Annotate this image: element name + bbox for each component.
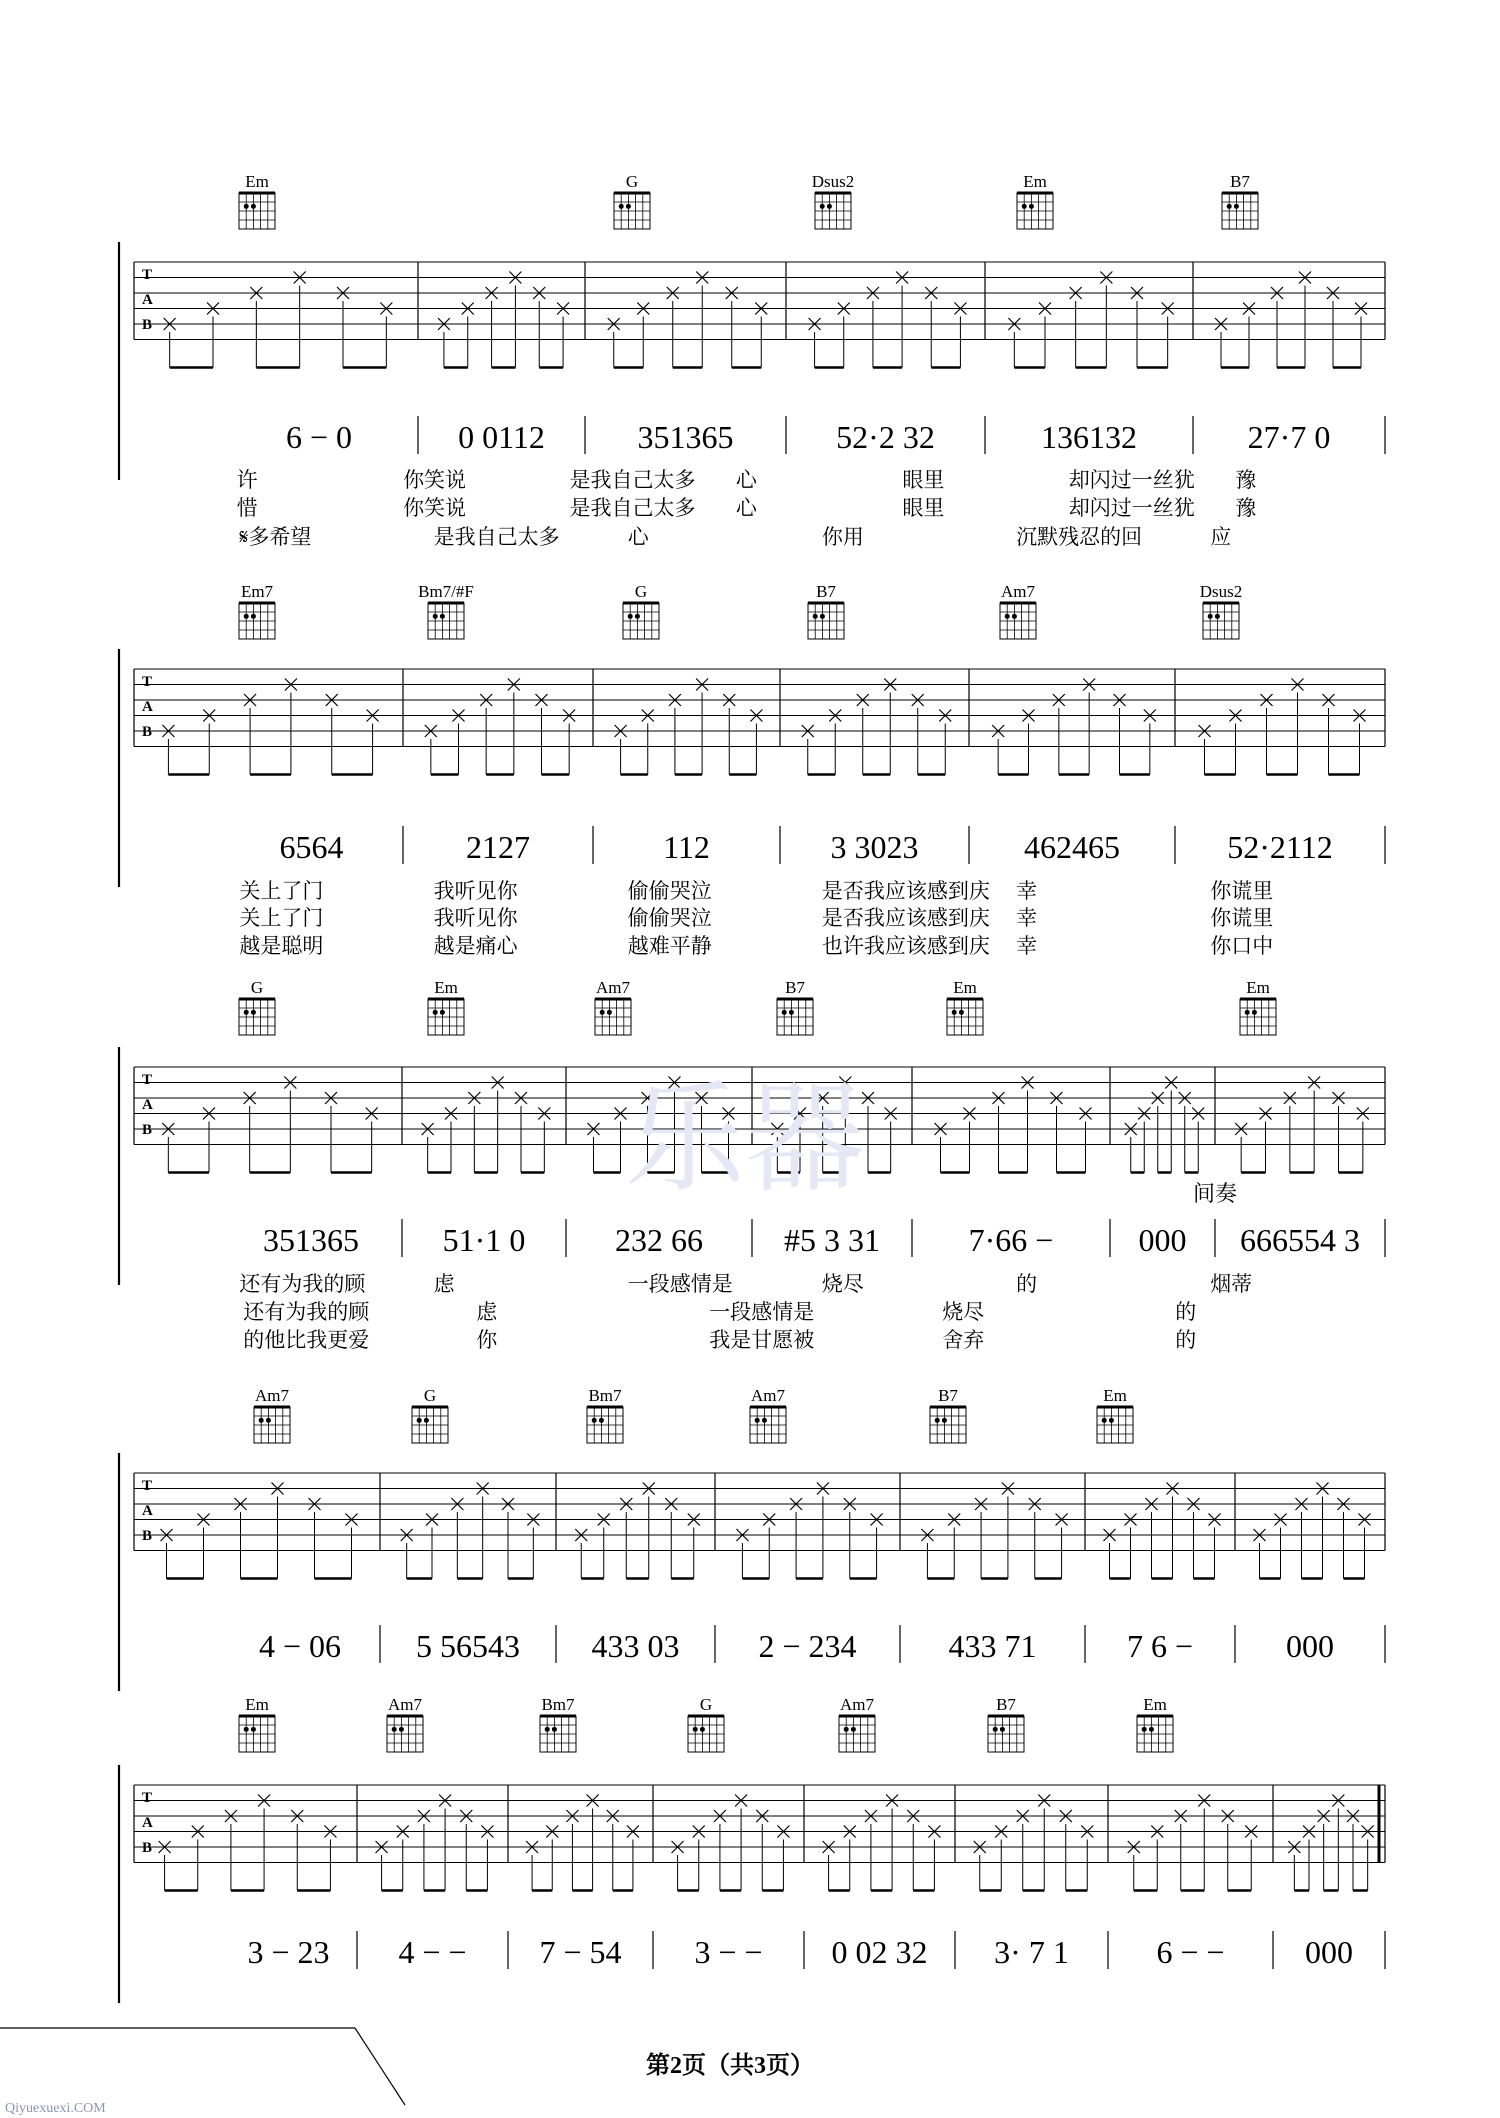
finger-dot: [600, 1010, 605, 1015]
finger-dot: [820, 614, 825, 619]
lyric-segment: 是我自己太多: [433, 525, 560, 549]
chord-name: Am7: [840, 1695, 874, 1714]
footer-rule: [355, 2028, 405, 2105]
jianpu-measure: 52·2 32: [836, 419, 935, 455]
finger-dot: [789, 1010, 794, 1015]
lyric-segment: 烧尽: [821, 1272, 864, 1296]
lyric-segment: 还有为我的顾: [243, 1300, 370, 1324]
lyric-segment: 幸: [1016, 934, 1038, 958]
finger-dot: [1215, 614, 1220, 619]
finger-dot: [619, 204, 624, 209]
jianpu-measure: 7 6 −: [1126, 1628, 1194, 1664]
chord-name: B7: [1230, 172, 1250, 191]
music-system: [119, 242, 1385, 549]
chord-name: B7: [938, 1386, 958, 1405]
lyric-segment: 偷偷哭泣: [627, 879, 712, 903]
chord-diagram: [1240, 978, 1276, 1035]
finger-dot: [433, 1010, 438, 1015]
tab-label-b: B: [142, 724, 153, 740]
lyric-segment: 越是聪明: [239, 934, 324, 958]
chord-name: Em: [1103, 1386, 1127, 1405]
lyric-segment: 幸: [1016, 906, 1038, 930]
chord-diagram: [688, 1695, 724, 1752]
lyric-segment: 的: [1016, 1272, 1038, 1296]
jianpu-measure: 27·7 0: [1247, 419, 1331, 455]
finger-dot: [1149, 1727, 1154, 1732]
finger-dot: [700, 1727, 705, 1732]
lyric-segment: 是否我应该感到庆: [821, 879, 990, 903]
tab-label-b: B: [142, 1840, 153, 1856]
finger-dot: [851, 1727, 856, 1732]
finger-dot: [244, 1727, 249, 1732]
jianpu-measure: 7·66 −: [968, 1222, 1054, 1258]
finger-dot: [266, 1418, 271, 1423]
finger-dot: [244, 1010, 249, 1015]
tab-label-a: A: [142, 1097, 153, 1113]
lyric-segment: 的: [1175, 1300, 1197, 1324]
lyric-segment: 我听见你: [433, 906, 518, 930]
finger-dot: [762, 1418, 767, 1423]
chord-name: B7: [785, 978, 805, 997]
finger-dot: [592, 1418, 597, 1423]
chord-name: Am7: [596, 978, 630, 997]
chord-name: Dsus2: [1199, 582, 1243, 601]
finger-dot: [1029, 204, 1034, 209]
chord-name: Em: [953, 978, 977, 997]
chord-diagram: [930, 1386, 966, 1443]
finger-dot: [259, 1418, 264, 1423]
lyric-segment: 豫: [1235, 468, 1257, 492]
chord-diagram: [812, 172, 855, 229]
chord-diagram: [750, 1386, 786, 1443]
watermark-text: 乐器: [625, 1073, 865, 1206]
jianpu-measure: 000: [1305, 1934, 1353, 1970]
lyric-segment: 一段感情是: [709, 1300, 815, 1324]
chord-name: B7: [996, 1695, 1016, 1714]
finger-dot: [813, 614, 818, 619]
finger-dot: [1000, 1727, 1005, 1732]
finger-dot: [942, 1418, 947, 1423]
finger-dot: [782, 1010, 787, 1015]
finger-dot: [244, 204, 249, 209]
chord-diagram: [387, 1695, 423, 1752]
jianpu-measure: 3 − −: [694, 1934, 763, 1970]
chord-name: G: [250, 978, 264, 997]
chord-name: Em: [1023, 172, 1047, 191]
lyric-segment: 虑: [433, 1272, 455, 1296]
finger-dot: [1245, 1010, 1250, 1015]
finger-dot: [820, 204, 825, 209]
chord-name: Am7: [751, 1386, 785, 1405]
lyric-segment: 许: [236, 468, 258, 492]
chord-diagram: [777, 978, 813, 1035]
chord-diagram: [1017, 172, 1053, 229]
finger-dot: [440, 614, 445, 619]
lyric-segment: 沉默残忍的回: [1016, 525, 1143, 549]
lyric-segment: 的: [1175, 1328, 1197, 1352]
lyric-segment: 我是甘愿被: [709, 1328, 815, 1352]
chord-diagram: [1137, 1695, 1173, 1752]
chord-name: Em: [434, 978, 458, 997]
lyric-segment: 却闪过一丝犹: [1068, 468, 1195, 492]
lyric-segment: 越是痛心: [433, 934, 518, 958]
lyric-segment: 心: [627, 525, 649, 549]
lyric-segment: 你谎里: [1210, 879, 1274, 903]
jianpu-measure: 000: [1286, 1628, 1334, 1664]
lyric-segment: 是我自己太多: [569, 468, 696, 492]
lyric-segment: 你用: [821, 525, 864, 549]
finger-dot: [392, 1727, 397, 1732]
lyric-segment: 你笑说: [403, 496, 467, 520]
jianpu-measure: 4 − 06: [258, 1628, 342, 1664]
finger-dot: [1208, 614, 1213, 619]
finger-dot: [424, 1418, 429, 1423]
lyric-segment: 也许我应该感到庆: [821, 934, 990, 958]
music-system: [119, 1765, 1385, 2003]
chord-diagram: [412, 1386, 448, 1443]
chord-name: G: [634, 582, 648, 601]
lyric-segment: 眼里: [902, 468, 945, 492]
chord-diagram: [1000, 582, 1036, 639]
chord-name: Am7: [1001, 582, 1035, 601]
lyric-segment: 虑: [476, 1300, 498, 1324]
finger-dot: [417, 1418, 422, 1423]
chord-diagram: [947, 978, 983, 1035]
chord-diagram: [239, 582, 275, 639]
chord-name: Em: [245, 1695, 269, 1714]
finger-dot: [935, 1418, 940, 1423]
finger-dot: [251, 204, 256, 209]
finger-dot: [440, 1010, 445, 1015]
chord-diagram: [254, 1386, 290, 1443]
finger-dot: [635, 614, 640, 619]
finger-dot: [1005, 614, 1010, 619]
chord-diagram: [540, 1695, 576, 1752]
jianpu-measure: 351365: [263, 1222, 359, 1258]
chord-diagram: [623, 582, 659, 639]
chord-name: Bm7/#F: [418, 582, 474, 601]
finger-dot: [251, 614, 256, 619]
lyric-segment: 偷偷哭泣: [627, 906, 712, 930]
finger-dot: [959, 1010, 964, 1015]
jianpu-measure: 433 03: [591, 1628, 680, 1664]
finger-dot: [844, 1727, 849, 1732]
finger-dot: [1227, 204, 1232, 209]
tab-label-b: B: [142, 1528, 153, 1544]
jianpu-measure: #5 3 31: [784, 1222, 880, 1258]
jianpu-measure: 6 − 0: [285, 419, 353, 455]
tab-label-t: T: [142, 1790, 153, 1806]
jianpu-measure: 666554 3: [1240, 1222, 1360, 1258]
finger-dot: [755, 1418, 760, 1423]
chord-name: Bm7: [588, 1386, 622, 1405]
chord-name: G: [625, 172, 639, 191]
tab-label-b: B: [142, 317, 153, 333]
finger-dot: [1022, 204, 1027, 209]
chord-diagram: [808, 582, 844, 639]
chord-name: Em: [1246, 978, 1270, 997]
lyric-segment: 是我自己太多: [569, 496, 696, 520]
finger-dot: [628, 614, 633, 619]
jianpu-measure: 3 − 23: [247, 1934, 330, 1970]
chord-name: Am7: [388, 1695, 422, 1714]
finger-dot: [433, 614, 438, 619]
chord-diagram: [239, 978, 275, 1035]
finger-dot: [399, 1727, 404, 1732]
tab-label-t: T: [142, 674, 153, 690]
lyric-segment: 烧尽: [942, 1300, 985, 1324]
finger-dot: [251, 1010, 256, 1015]
finger-dot: [1252, 1010, 1257, 1015]
tab-label-a: A: [142, 699, 153, 715]
finger-dot: [1102, 1418, 1107, 1423]
lyric-segment: 还有为我的顾: [239, 1272, 366, 1296]
jianpu-measure: 3 3023: [830, 829, 919, 865]
jianpu-measure: 232 66: [615, 1222, 703, 1258]
music-system: [119, 1453, 1385, 1691]
jianpu-measure: 2 − 234: [758, 1628, 857, 1664]
jianpu-measure: 51·1 0: [442, 1222, 526, 1258]
chord-name: G: [699, 1695, 713, 1714]
chord-name: G: [423, 1386, 437, 1405]
chord-name: Em7: [240, 582, 274, 601]
lyric-segment: 𝄋多希望: [239, 525, 312, 549]
chord-diagram: [595, 978, 631, 1035]
finger-dot: [244, 614, 249, 619]
chord-name: Em: [245, 172, 269, 191]
chord-diagram: [239, 172, 275, 229]
tab-label-a: A: [142, 292, 153, 308]
finger-dot: [599, 1418, 604, 1423]
lyric-segment: 是否我应该感到庆: [821, 906, 990, 930]
jianpu-measure: 3· 7 1: [994, 1934, 1069, 1970]
jianpu-measure: 4 − −: [398, 1934, 467, 1970]
finger-dot: [1142, 1727, 1147, 1732]
tab-label-t: T: [142, 267, 153, 283]
site-watermark: Qiyuexuexi.COM: [5, 2101, 106, 2116]
jianpu-measure: 0 02 32: [831, 1934, 928, 1970]
lyric-segment: 越难平静: [627, 934, 712, 958]
page-number-label: 第2页（共3页）: [646, 2053, 814, 2079]
finger-dot: [626, 204, 631, 209]
lyric-segment: 的他比我更爱: [243, 1328, 370, 1352]
finger-dot: [251, 1727, 256, 1732]
lyric-segment: 眼里: [902, 496, 945, 520]
lyric-segment: 烟蒂: [1210, 1272, 1253, 1296]
chord-diagram: [1097, 1386, 1133, 1443]
section-label: 间奏: [1192, 1181, 1238, 1206]
lyric-segment: 心: [735, 468, 757, 492]
lyric-segment: 我听见你: [433, 879, 518, 903]
tab-label-a: A: [142, 1503, 153, 1519]
lyric-segment: 心: [735, 496, 757, 520]
finger-dot: [993, 1727, 998, 1732]
jianpu-measure: 462465: [1024, 829, 1120, 865]
tab-label-b: B: [142, 1122, 153, 1138]
lyric-segment: 幸: [1016, 879, 1038, 903]
lyric-segment: 却闪过一丝犹: [1068, 496, 1195, 520]
lyric-segment: 豫: [1235, 496, 1257, 520]
jianpu-measure: 433 71: [948, 1628, 1037, 1664]
finger-dot: [1234, 204, 1239, 209]
chord-name: B7: [816, 582, 836, 601]
finger-dot: [952, 1010, 957, 1015]
finger-dot: [827, 204, 832, 209]
lyric-segment: 关上了门: [239, 906, 324, 930]
tab-label-t: T: [142, 1072, 153, 1088]
chord-diagram: [418, 582, 474, 639]
finger-dot: [607, 1010, 612, 1015]
chord-diagram: [587, 1386, 623, 1443]
jianpu-measure: 5 56543: [416, 1628, 520, 1664]
lyric-segment: 你笑说: [403, 468, 467, 492]
jianpu-measure: 112: [663, 829, 710, 865]
jianpu-measure: 000: [1138, 1222, 1187, 1258]
jianpu-measure: 351365: [637, 419, 734, 455]
music-system: [119, 649, 1385, 958]
jianpu-measure: 52·2112: [1227, 829, 1333, 865]
chord-diagram: [839, 1695, 875, 1752]
lyric-segment: 你谎里: [1210, 906, 1274, 930]
finger-dot: [693, 1727, 698, 1732]
jianpu-measure: 136132: [1041, 419, 1137, 455]
finger-dot: [1109, 1418, 1114, 1423]
finger-dot: [552, 1727, 557, 1732]
jianpu-measure: 7 − 54: [539, 1934, 622, 1970]
lyric-segment: 舍弃: [942, 1328, 985, 1352]
tab-label-t: T: [142, 1478, 153, 1494]
chord-name: Em: [1143, 1695, 1167, 1714]
page-footer: [0, 2028, 814, 2116]
chord-diagram: [239, 1695, 275, 1752]
finger-dot: [1012, 614, 1017, 619]
lyric-segment: 应: [1210, 525, 1232, 549]
lyric-segment: 关上了门: [239, 879, 324, 903]
finger-dot: [545, 1727, 550, 1732]
chord-name: Bm7: [541, 1695, 575, 1714]
lyric-segment: 你口中: [1210, 934, 1274, 958]
chord-name: Am7: [255, 1386, 289, 1405]
jianpu-measure: 0 0112: [458, 419, 545, 455]
lyric-segment: 你: [476, 1328, 498, 1352]
chord-diagram: [614, 172, 650, 229]
chord-name: Dsus2: [811, 172, 855, 191]
jianpu-measure: 2127: [466, 829, 530, 865]
chord-diagram: [1200, 582, 1243, 639]
tab-label-a: A: [142, 1815, 153, 1831]
jianpu-measure: 6 − −: [1156, 1934, 1225, 1970]
lyric-segment: 一段感情是: [627, 1272, 733, 1296]
chord-diagram: [988, 1695, 1024, 1752]
lyric-segment: 惜: [236, 496, 258, 520]
jianpu-measure: 6564: [279, 829, 344, 865]
chord-diagram: [1222, 172, 1258, 229]
chord-diagram: [428, 978, 464, 1035]
